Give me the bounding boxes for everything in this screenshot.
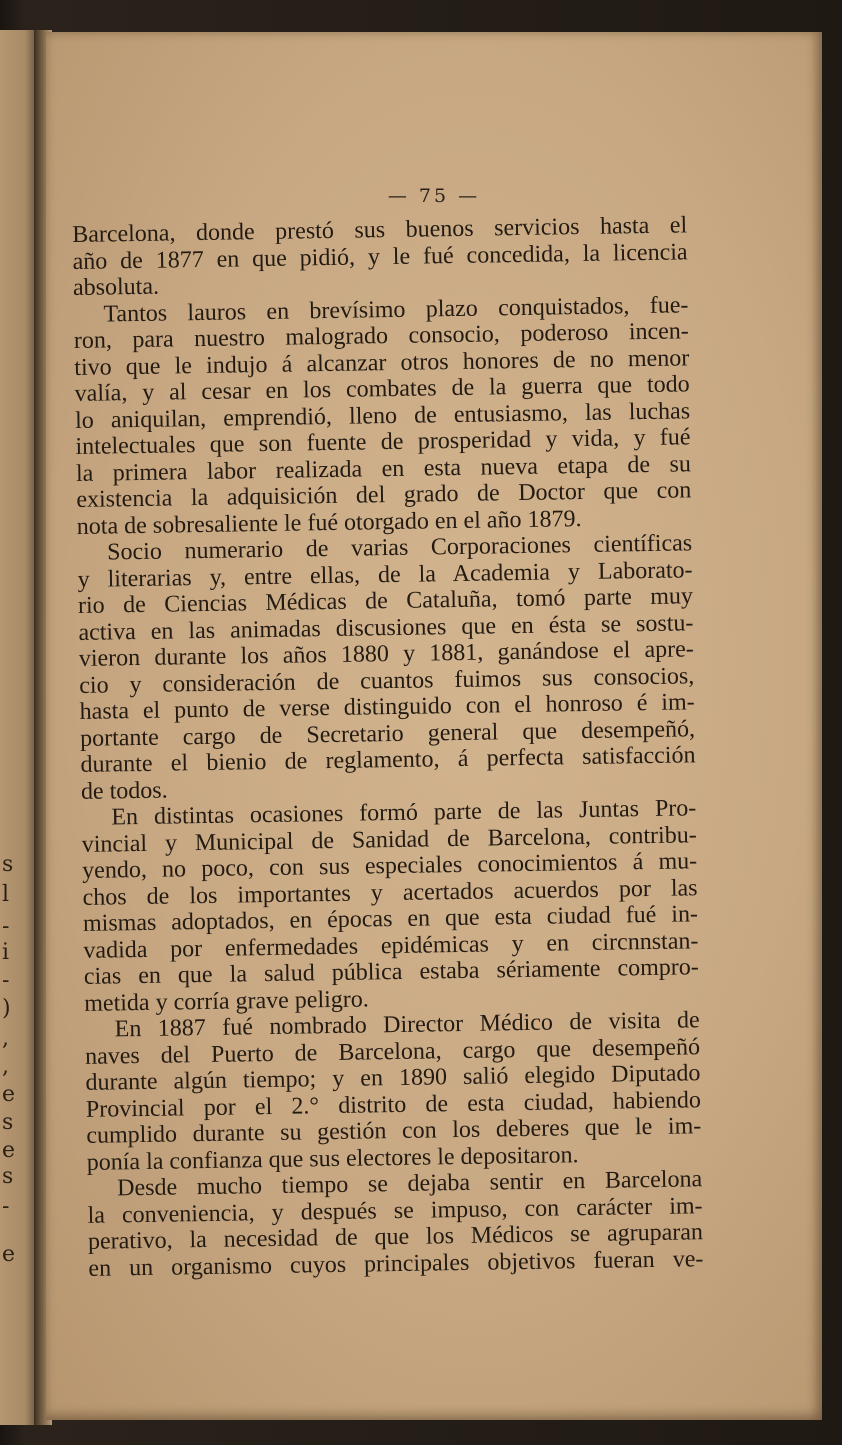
- text-line: mismas adoptados, en épocas en que esta ciudad fué in-: [82, 901, 699, 937]
- text-line: perativo, la necesidad de que los Médicos se agruparan: [87, 1219, 704, 1255]
- text-line: de todos.: [80, 777, 168, 805]
- text-line: En distintas ocasiones formó parte de las Juntas Pro-: [111, 795, 697, 831]
- previous-page-letter: -: [2, 914, 10, 939]
- text-line: año de 1877 en que pidió, y le fué concedida, la licencia: [72, 238, 688, 275]
- text-line: metida y corría grave peligro.: [84, 985, 369, 1017]
- text-line: Desde mucho tiempo se dejaba sentir en Barcelona: [116, 1166, 703, 1202]
- previous-page-letter: l: [2, 882, 10, 907]
- text-line: la conveniencia, y después se impuso, con carácter im-: [87, 1192, 703, 1229]
- text-line: durante algún tiempo; y en 1890 salió elegido Diputado: [85, 1060, 701, 1096]
- text-line: vincial y Municipal de Sanidad de Barcelona, contribu-: [81, 821, 697, 858]
- text-line: Tantos lauros en brevísimo plazo conquistados, fue-: [103, 291, 689, 328]
- previous-page-letter: ,: [2, 1054, 9, 1079]
- text-line: Barcelona, donde prestó sus buenos servicios hasta el: [72, 212, 688, 248]
- text-line: cumplido durante su gestión con los deberes que le im-: [86, 1113, 702, 1149]
- previous-page-letter: e: [2, 1082, 16, 1107]
- book-page: [46, 32, 822, 1420]
- text-line: cio y consideración de cuantos fuimos sus consocios,: [79, 662, 695, 699]
- previous-page-letter: ): [2, 996, 11, 1021]
- text-line: cias en que la salud pública estaba sériamente compro-: [83, 954, 699, 990]
- previous-page-letter: -: [2, 1194, 10, 1219]
- text-line: ron, para nuestro malogrado consocio, poderoso incen-: [73, 318, 689, 354]
- text-line: y literarias y, entre ellas, de la Academia y Laborato-: [77, 556, 693, 593]
- text-line: vieron durante los años 1880 y 1881, ganándose el apre-: [78, 636, 694, 672]
- text-line: valía, y al cesar en los combates de la guerra que todo: [74, 371, 690, 407]
- text-line: vadida por enfermedades epidémicas y en circnnstan-: [83, 927, 699, 964]
- text-line: hasta el punto de verse distinguido con el honroso é im-: [79, 689, 695, 725]
- previous-page-letter: e: [2, 1242, 16, 1267]
- text-line: existencia la adquisición del grado de Doctor que con: [76, 477, 692, 513]
- previous-page-letter: s: [2, 1110, 14, 1135]
- text-line: durante el bienio de reglamento, á perfecta satisfacción: [80, 742, 696, 778]
- text-line: rio de Ciencias Médicas de Cataluña, tomó parte muy: [77, 583, 694, 619]
- text-line: naves del Puerto de Barcelona, cargo que desempeñó: [84, 1033, 701, 1070]
- previous-page-letter: i: [2, 940, 10, 965]
- text-line: portante cargo de Secretario general que desempeñó,: [79, 715, 696, 752]
- text-line: lo aniquilan, emprendió, lleno de entusiasmo, las luchas: [74, 397, 691, 434]
- text-line: ponía la confianza que sus electores le depositaron.: [86, 1141, 579, 1176]
- text-line: activa en las animadas discusiones que en ésta se sostu-: [78, 609, 694, 646]
- text-line: intelectuales que son fuente de prosperidad y vida, y fué: [75, 424, 691, 460]
- previous-page-letter: s: [2, 852, 14, 877]
- text-line: tivo que le indujo á alcanzar otros honores de no menor: [74, 344, 690, 381]
- text-line: chos de los importantes y acertados acuerdos por las: [82, 874, 698, 911]
- text-line: yendo, no poco, con sus especiales conocimientos á mu-: [81, 848, 698, 884]
- text-line: en un organismo cuyos principales objetivos fueran ve-: [88, 1245, 704, 1282]
- page-number: — 75 —: [387, 185, 481, 207]
- body-text: [72, 212, 704, 1282]
- text-line: En 1887 fué nombrado Director Médico de visita de: [114, 1007, 700, 1043]
- previous-page-letter: e: [2, 1138, 16, 1163]
- previous-page-letter: ,: [2, 1026, 9, 1051]
- text-line: la primera labor realizada en esta nueva etapa de su: [75, 450, 692, 487]
- text-line: Provincial por el 2.° distrito de esta ciudad, habiendo: [85, 1086, 702, 1123]
- previous-page-edge: [0, 30, 36, 1425]
- previous-page-letter: -: [2, 968, 10, 993]
- text-line: Socio numerario de varias Corporaciones científicas: [106, 530, 693, 566]
- text-line: nota de sobresaliente le fué otorgado en el año 1879.: [76, 505, 582, 540]
- previous-page-letter: s: [2, 1164, 14, 1189]
- text-line: absoluta.: [72, 273, 160, 301]
